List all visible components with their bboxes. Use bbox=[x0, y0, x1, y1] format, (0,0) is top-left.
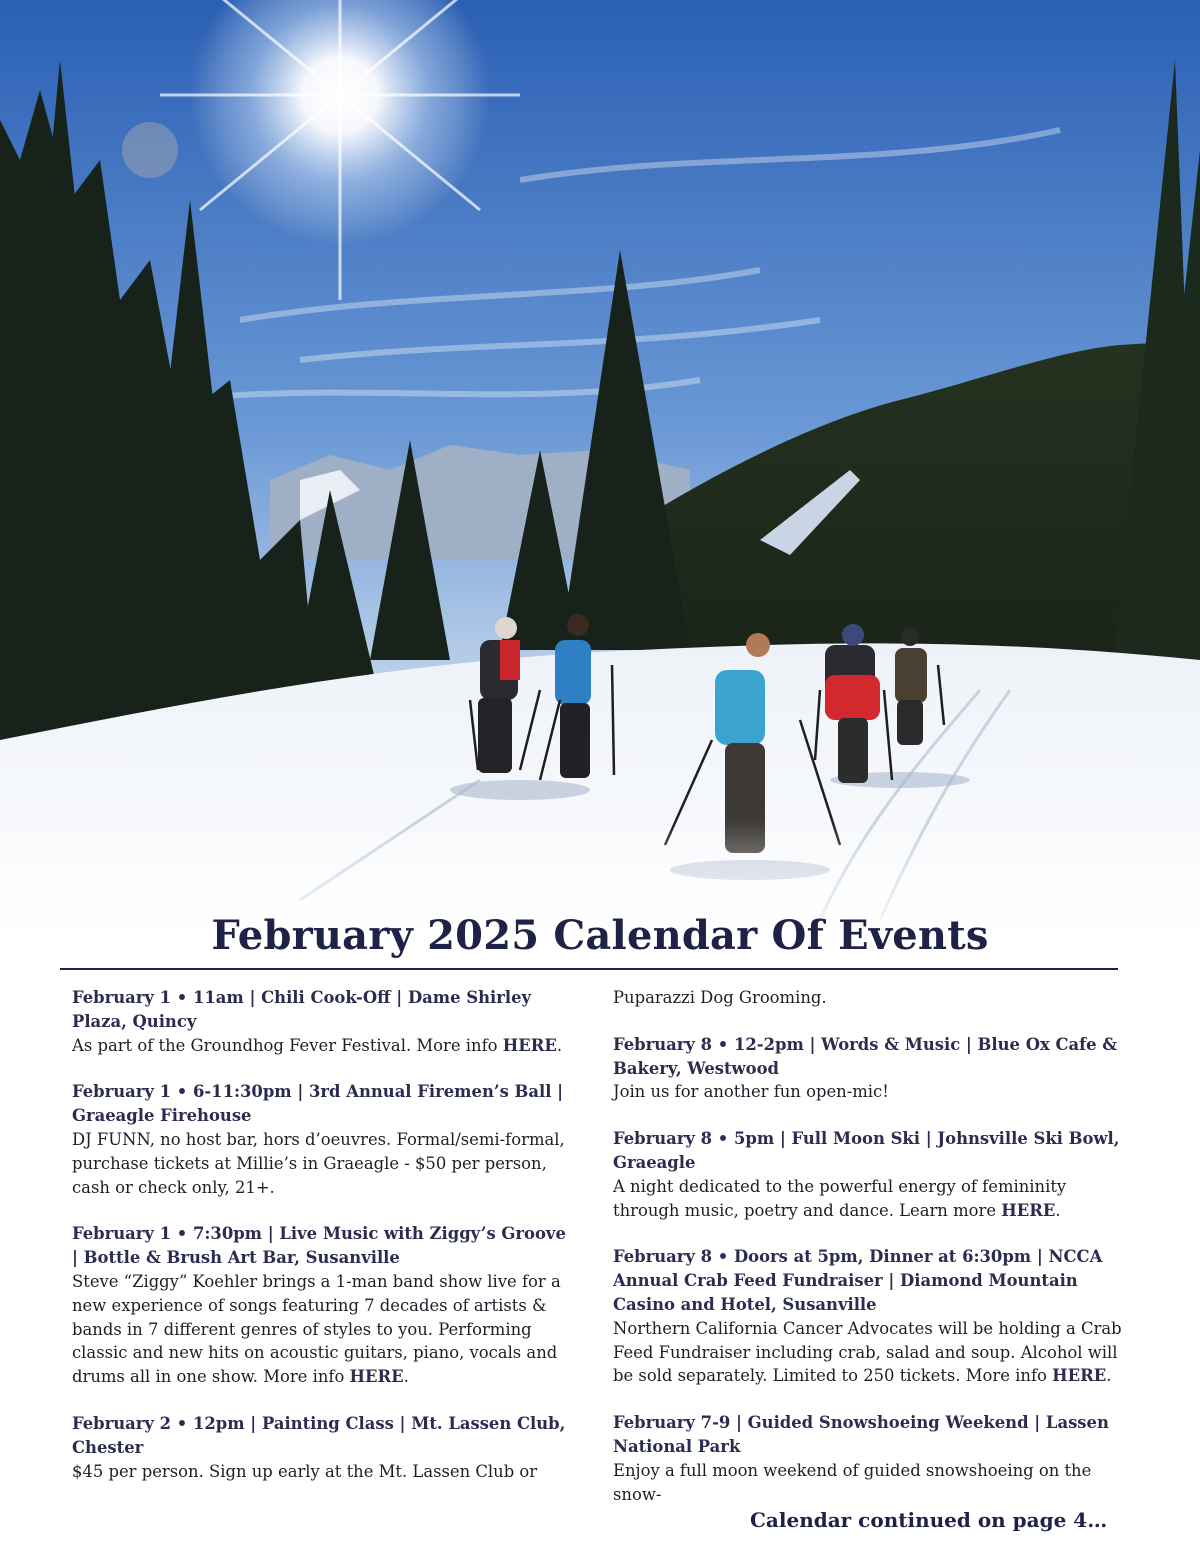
event-item bbox=[613, 1245, 1133, 1388]
learn-more-link[interactable]: HERE bbox=[1001, 1200, 1056, 1220]
more-info-link[interactable]: HERE bbox=[1052, 1366, 1107, 1386]
event-heading: February 8 • 5pm | Full Moon Ski | Johnsville Ski Bowl, Graeagle bbox=[613, 1129, 1120, 1172]
event-item bbox=[613, 986, 1133, 1010]
event-item bbox=[613, 1127, 1133, 1222]
event-heading: February 1 • 7:30pm | Live Music with Ziggy’s Groove | Bottle & Brush Art Bar, Susanville bbox=[72, 1224, 566, 1268]
more-info-link[interactable]: HERE bbox=[349, 1367, 404, 1387]
event-item bbox=[72, 986, 572, 1057]
event-item bbox=[613, 1411, 1133, 1506]
title-divider bbox=[60, 968, 1118, 970]
event-heading: February 8 • 12-2pm | Words & Music | Blue Ox Cafe & Bakery, Westwood bbox=[613, 1034, 1118, 1078]
events-column-right bbox=[613, 986, 1133, 1529]
event-description: Enjoy a full moon weekend of guided snowshoeing on the snow- bbox=[613, 1460, 1092, 1504]
event-item bbox=[613, 1033, 1133, 1104]
event-description: Puparazzi Dog Grooming. bbox=[613, 988, 827, 1007]
continued-note: Calendar continued on page 4… bbox=[750, 1508, 1108, 1532]
event-item bbox=[72, 1080, 572, 1199]
event-description: As part of the Groundhog Fever Festival. More info HERE. bbox=[72, 1035, 563, 1055]
events-column-left bbox=[72, 986, 572, 1506]
event-heading: February 7-9 | Guided Snowshoeing Weekend | Lassen National Park bbox=[613, 1413, 1109, 1456]
event-heading: February 1 • 6-11:30pm | 3rd Annual Firemen’s Ball | Graeagle Firehouse bbox=[72, 1082, 564, 1126]
event-description: Join us for another fun open-mic! bbox=[613, 1082, 889, 1102]
event-description: A night dedicated to the powerful energy of femininity through music, poetry and dance. Learn more HERE. bbox=[613, 1176, 1067, 1220]
event-description: DJ FUNN, no host bar, hors d’oeuvres. Formal/semi-formal, purchase tickets at Millie’s in Graeagle - $50 per person, cash or check only, 21+. bbox=[72, 1129, 565, 1197]
event-heading: February 8 • Doors at 5pm, Dinner at 6:30pm | NCCA Annual Crab Feed Fundraiser | Diamond Mountain Casino and Hotel, Susanville bbox=[613, 1247, 1103, 1314]
page-title: February 2025 Calendar Of Events bbox=[211, 912, 989, 959]
event-item bbox=[72, 1412, 572, 1483]
event-item bbox=[72, 1222, 572, 1389]
event-heading: February 1 • 11am | Chili Cook-Off | Dame Shirley Plaza, Quincy bbox=[72, 988, 532, 1031]
event-description: Steve “Ziggy” Koehler brings a 1-man band show live for a new experience of songs featuring 7 decades of artists & bands in 7 different genres of styles to you. Performing classic and new hits on acoustic guitars, piano, vocals and drums all in one show. More info HERE. bbox=[72, 1271, 561, 1387]
event-description: $45 per person. Sign up early at the Mt. Lassen Club or bbox=[72, 1461, 538, 1481]
event-description: Northern California Cancer Advocates will be holding a Crab Feed Fundraiser including crab, salad and soup. Alcohol will be sold separately. Limited to 250 tickets. More info HERE. bbox=[613, 1318, 1122, 1386]
event-heading: February 2 • 12pm | Painting Class | Mt. Lassen Club, Chester bbox=[72, 1413, 566, 1457]
more-info-link[interactable]: HERE bbox=[502, 1035, 557, 1055]
